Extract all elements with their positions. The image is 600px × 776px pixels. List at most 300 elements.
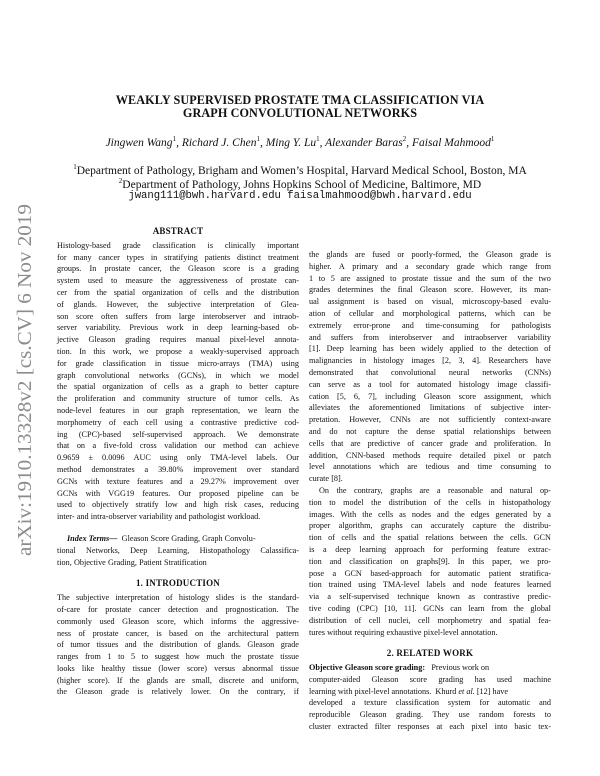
word: (TMA) bbox=[248, 358, 273, 368]
word: its bbox=[519, 285, 527, 295]
word: [5, bbox=[337, 391, 346, 401]
word: Calassifica- bbox=[260, 545, 299, 555]
word: we bbox=[138, 346, 149, 356]
word: tissues bbox=[96, 640, 119, 650]
body-text-line bbox=[309, 320, 551, 332]
body-text-line bbox=[309, 273, 551, 285]
word: computer-aided bbox=[309, 674, 361, 684]
word: on bbox=[195, 628, 204, 638]
word: weakly-supervised bbox=[200, 346, 262, 356]
word: micro-arrays bbox=[197, 358, 240, 368]
word: the bbox=[522, 273, 533, 283]
body-text-line bbox=[309, 556, 551, 568]
affiliation-text: Department of Pathology, Johns Hopkins School of Medicine, Baltimore, MD bbox=[122, 178, 482, 191]
word: cancer bbox=[138, 604, 161, 614]
word: and bbox=[123, 394, 135, 404]
word: Gleason bbox=[359, 710, 387, 720]
body-text-line bbox=[57, 405, 299, 417]
word: detailed bbox=[459, 450, 486, 460]
word: low bbox=[165, 500, 178, 510]
body-text-line bbox=[309, 461, 551, 473]
word: prostate bbox=[250, 276, 277, 286]
word: is bbox=[207, 240, 214, 250]
word: accurately bbox=[430, 521, 465, 531]
word: are bbox=[419, 415, 430, 425]
word: much bbox=[206, 652, 225, 662]
word: for bbox=[57, 252, 67, 262]
word: detection bbox=[168, 604, 199, 614]
word: aggressive- bbox=[261, 616, 299, 626]
word: grading bbox=[125, 335, 151, 345]
affiliation-marker: 2 bbox=[118, 177, 123, 185]
body-text-line bbox=[57, 675, 299, 687]
word: tion bbox=[309, 497, 322, 507]
word: ranges bbox=[57, 652, 79, 662]
arxiv-identifier-stamp bbox=[4, 200, 44, 560]
body-text-line bbox=[57, 452, 299, 464]
body-text-line bbox=[309, 261, 551, 273]
word: Gleason bbox=[188, 264, 215, 274]
word: types bbox=[126, 252, 145, 262]
word: for bbox=[433, 544, 443, 554]
word: and bbox=[539, 698, 551, 708]
word: manual bbox=[195, 335, 220, 345]
body-text-line bbox=[309, 627, 551, 639]
word: uniform, bbox=[270, 675, 299, 685]
word: variability bbox=[138, 512, 173, 522]
word: or bbox=[518, 450, 526, 460]
body-text-line bbox=[57, 511, 299, 523]
word: is bbox=[373, 297, 379, 307]
word: (CNNs) bbox=[525, 367, 551, 377]
word: TMA-level bbox=[210, 453, 248, 463]
word: improvement bbox=[193, 464, 237, 474]
body-text-line bbox=[57, 616, 299, 628]
word: model bbox=[343, 497, 364, 507]
word: approach bbox=[268, 346, 299, 356]
word: patient bbox=[488, 568, 512, 578]
word: filter bbox=[374, 722, 391, 732]
word: sum bbox=[491, 273, 505, 283]
index-terms-line bbox=[57, 533, 299, 545]
body-text-line bbox=[309, 591, 551, 603]
word: in bbox=[359, 356, 367, 366]
word: 0.0096 bbox=[102, 453, 125, 463]
word: node bbox=[471, 580, 488, 590]
word: pathologist bbox=[188, 512, 226, 522]
word: as bbox=[353, 379, 361, 389]
left-column bbox=[57, 226, 299, 698]
word: including bbox=[384, 391, 416, 401]
word: require bbox=[428, 450, 452, 460]
word: nodes bbox=[411, 509, 432, 519]
word: the bbox=[448, 497, 459, 507]
word: evalu- bbox=[530, 297, 551, 307]
word: cation bbox=[309, 391, 330, 401]
word: standard- bbox=[268, 593, 299, 603]
word: Gleason bbox=[88, 335, 116, 345]
word: as bbox=[185, 382, 193, 392]
word: cells bbox=[465, 497, 481, 507]
word: the bbox=[244, 616, 255, 626]
word: use bbox=[458, 710, 470, 720]
author-affiliation-marker: 1 bbox=[490, 135, 495, 143]
subsection-lead-text: Previous work on bbox=[427, 663, 490, 673]
body-text-line bbox=[309, 473, 551, 485]
word: stratify bbox=[135, 500, 159, 510]
word: cancer bbox=[421, 438, 443, 448]
body-text-line bbox=[57, 322, 299, 334]
body-text-line bbox=[57, 311, 299, 323]
body-text-line bbox=[309, 402, 551, 414]
author-name: Faisal Mahmood bbox=[412, 136, 491, 149]
word: and bbox=[251, 675, 264, 685]
word: features bbox=[494, 580, 520, 590]
word: (CPC) bbox=[356, 603, 378, 613]
word: Researchers bbox=[488, 356, 528, 366]
word: organization bbox=[102, 382, 144, 392]
author-separator: , bbox=[176, 136, 182, 149]
word: Gleason bbox=[122, 616, 150, 626]
word: the bbox=[57, 382, 68, 392]
word: machine bbox=[523, 674, 551, 684]
word: performing bbox=[451, 544, 489, 554]
word: (higher bbox=[57, 675, 81, 685]
word: VGG19 bbox=[108, 488, 135, 498]
word: self-supervised bbox=[132, 429, 183, 439]
word: achieve bbox=[273, 441, 299, 451]
word: Glea- bbox=[280, 299, 299, 309]
word: Histopathology bbox=[199, 545, 251, 555]
word: classification bbox=[102, 358, 146, 368]
word: dense bbox=[416, 426, 435, 436]
word: from bbox=[363, 332, 379, 342]
word: distribution bbox=[261, 287, 299, 297]
word: GCNs bbox=[57, 488, 78, 498]
word: ob- bbox=[287, 323, 299, 333]
word: distribution bbox=[388, 497, 427, 507]
word: subjective bbox=[490, 403, 524, 413]
word: higher. bbox=[309, 261, 332, 271]
word: relatively bbox=[151, 687, 183, 697]
word: requires bbox=[159, 335, 187, 345]
word: measure bbox=[125, 276, 153, 286]
word: Our bbox=[178, 488, 192, 498]
word: score). bbox=[87, 675, 110, 685]
word: of bbox=[57, 640, 64, 650]
body-text-line bbox=[309, 674, 551, 686]
word: applied bbox=[449, 344, 474, 354]
word: small, bbox=[192, 675, 212, 685]
subsection-title: Objective Gleason score grading: bbox=[309, 663, 426, 673]
word: of bbox=[150, 382, 157, 392]
word: cells bbox=[309, 438, 325, 448]
word: from bbox=[155, 311, 172, 321]
word: graph bbox=[57, 370, 76, 380]
word: used bbox=[496, 674, 512, 684]
word: the bbox=[252, 593, 263, 603]
word: the bbox=[288, 405, 299, 415]
word: with bbox=[84, 476, 100, 486]
word: [1]. bbox=[309, 344, 321, 354]
word: objectively bbox=[92, 500, 129, 510]
word: Gleason bbox=[75, 687, 103, 697]
word: pixel-level bbox=[423, 627, 459, 637]
body-text-line bbox=[57, 429, 299, 441]
word: have bbox=[535, 356, 551, 366]
word: They bbox=[432, 710, 450, 720]
word: the bbox=[143, 640, 154, 650]
word: widely bbox=[421, 344, 444, 354]
word: In bbox=[89, 264, 97, 274]
word: Deep bbox=[130, 545, 148, 555]
word: responses bbox=[397, 722, 430, 732]
word: architectural bbox=[227, 628, 269, 638]
body-text-line bbox=[57, 651, 299, 663]
word: score bbox=[458, 391, 477, 401]
word: to bbox=[111, 276, 118, 286]
word: score bbox=[409, 674, 427, 684]
word: automatic bbox=[497, 698, 531, 708]
word: On bbox=[219, 687, 230, 697]
word: and bbox=[385, 261, 398, 271]
word: for bbox=[479, 698, 490, 708]
word: versus bbox=[214, 663, 236, 673]
word: graphs bbox=[390, 485, 413, 495]
word: subjective bbox=[167, 299, 201, 309]
word: Stratification bbox=[164, 557, 207, 567]
word: a bbox=[436, 485, 441, 495]
word: Learning, bbox=[157, 545, 190, 555]
word: neural bbox=[448, 367, 470, 377]
word: graph bbox=[210, 382, 229, 392]
word: graphs[9]. bbox=[416, 556, 450, 566]
word: in bbox=[150, 252, 158, 262]
word: and bbox=[309, 426, 321, 436]
word: TMA-level bbox=[382, 580, 420, 590]
word: image bbox=[497, 379, 518, 389]
word: and bbox=[184, 500, 197, 510]
word: We bbox=[236, 429, 248, 439]
word: in bbox=[192, 323, 199, 333]
word: sufficiently bbox=[458, 415, 496, 425]
word: However, bbox=[106, 299, 139, 309]
word: and bbox=[436, 509, 449, 519]
word: to bbox=[318, 273, 326, 283]
word: proper bbox=[309, 521, 331, 531]
word: contrary, bbox=[353, 485, 383, 495]
word: 3, bbox=[458, 356, 465, 366]
index-terms-text: Gleason Score Grading, Graph Convolu- bbox=[119, 533, 256, 543]
word: grade bbox=[520, 250, 539, 259]
word: a bbox=[189, 417, 194, 427]
word: images. bbox=[309, 509, 335, 519]
body-text-line bbox=[57, 476, 299, 488]
affiliation-marker: 1 bbox=[73, 163, 77, 171]
word: a bbox=[332, 568, 337, 578]
word: to bbox=[479, 344, 486, 354]
word: fea- bbox=[538, 615, 551, 625]
word: better bbox=[249, 382, 268, 392]
word: Our bbox=[286, 453, 299, 463]
word: annotation. bbox=[460, 627, 498, 637]
body-text-line bbox=[309, 697, 551, 709]
word: 1 bbox=[107, 652, 112, 662]
word: intra-observer bbox=[90, 512, 137, 522]
word: Patient bbox=[139, 557, 162, 567]
word: and bbox=[124, 640, 137, 650]
body-text-line bbox=[57, 417, 299, 429]
word: how bbox=[185, 652, 200, 662]
word: structure bbox=[187, 394, 217, 404]
word: and bbox=[253, 311, 266, 321]
word: system bbox=[447, 698, 471, 708]
body-text-line bbox=[309, 568, 551, 580]
word: Gleason bbox=[423, 391, 451, 401]
word: the bbox=[371, 497, 382, 507]
body-text-line bbox=[309, 544, 551, 556]
word: tumor bbox=[238, 394, 258, 404]
word: tex- bbox=[538, 722, 551, 732]
arxiv-identifier-text: arXiv:1910.13328v2 [cs.CV] 6 Nov 2019 bbox=[14, 214, 36, 556]
word: healthy bbox=[101, 663, 126, 673]
word: developed bbox=[309, 698, 343, 708]
word: not bbox=[346, 426, 357, 436]
body-text-line bbox=[309, 686, 551, 698]
word: extracted bbox=[337, 722, 368, 732]
word: GCNs bbox=[423, 603, 444, 613]
word: a bbox=[351, 698, 356, 708]
word: a bbox=[262, 264, 266, 274]
word: demonstrated bbox=[309, 367, 354, 377]
author-affiliation-marker: 1 bbox=[316, 135, 320, 143]
word: classifi- bbox=[525, 379, 551, 389]
word: high bbox=[203, 500, 218, 510]
word: which bbox=[230, 370, 251, 380]
word: which bbox=[482, 261, 503, 271]
word: proliferation. bbox=[493, 438, 537, 448]
word: cell bbox=[368, 615, 381, 625]
word: ation bbox=[309, 308, 326, 318]
paper-title-line-2: GRAPH CONVOLUTIONAL NETWORKS bbox=[182, 106, 418, 120]
word: prostate bbox=[105, 604, 132, 614]
word: malignancies bbox=[309, 356, 353, 366]
word: predictive bbox=[367, 438, 401, 448]
word: cells bbox=[163, 382, 179, 392]
word: poorly-formed, bbox=[411, 250, 462, 259]
body-text-line bbox=[309, 284, 551, 296]
word: can bbox=[271, 488, 284, 498]
word: grade bbox=[110, 687, 130, 697]
body-text-line bbox=[309, 721, 551, 733]
word: random bbox=[478, 710, 504, 720]
word: contrastive bbox=[483, 592, 520, 602]
word: With bbox=[340, 509, 357, 519]
word: variability bbox=[517, 332, 551, 342]
word: on bbox=[76, 441, 85, 451]
body-text-line bbox=[309, 615, 551, 627]
word: using bbox=[164, 417, 183, 427]
word: Gleason bbox=[419, 285, 447, 295]
word: score) bbox=[186, 663, 207, 673]
word: cell bbox=[145, 417, 158, 427]
word: can bbox=[450, 603, 462, 613]
word: relationships bbox=[473, 426, 516, 436]
word: our bbox=[146, 405, 158, 415]
word: addition, bbox=[309, 450, 338, 460]
word: to bbox=[141, 652, 149, 662]
word: and bbox=[205, 604, 218, 614]
paragraph-gap bbox=[57, 568, 299, 578]
word: op- bbox=[539, 485, 551, 495]
word: edges bbox=[470, 509, 490, 519]
word: and bbox=[489, 615, 502, 625]
word: alleviates bbox=[309, 403, 340, 413]
word: algorithm, bbox=[338, 521, 373, 531]
word: the bbox=[238, 687, 249, 697]
word: do bbox=[329, 426, 338, 436]
word: stratifica- bbox=[519, 568, 551, 578]
word: 0.9659 bbox=[57, 453, 80, 463]
word: over bbox=[284, 476, 299, 486]
word: model bbox=[278, 370, 299, 380]
word: ual bbox=[309, 297, 320, 307]
word: convolutional bbox=[84, 370, 130, 380]
word: has bbox=[474, 674, 486, 684]
word: clinically bbox=[224, 240, 256, 250]
word: of bbox=[57, 299, 64, 309]
word: community bbox=[142, 394, 180, 404]
word: are bbox=[175, 675, 186, 685]
word: cross bbox=[139, 441, 157, 451]
word: method bbox=[57, 464, 82, 474]
body-text-line bbox=[309, 367, 551, 379]
word: inter- bbox=[533, 403, 551, 413]
word: pixel-level bbox=[229, 335, 265, 345]
word: proliferation bbox=[74, 394, 116, 404]
word: of bbox=[333, 308, 341, 318]
author-separator: , bbox=[319, 136, 326, 149]
word: texture bbox=[364, 698, 387, 708]
body-text-line bbox=[57, 275, 299, 287]
word: inter- bbox=[57, 512, 75, 522]
word: of bbox=[78, 628, 86, 638]
word: the bbox=[349, 403, 360, 413]
word: visual, bbox=[431, 297, 454, 307]
word: on bbox=[414, 297, 424, 307]
author-name: Alexander Baras bbox=[325, 136, 403, 149]
word: contrastive bbox=[200, 417, 237, 427]
word: the bbox=[129, 675, 140, 685]
word: glands bbox=[326, 250, 348, 259]
word: and bbox=[402, 320, 414, 330]
word: demonstrate bbox=[258, 429, 299, 439]
word: (GCNs), bbox=[178, 370, 207, 380]
word: capture bbox=[274, 382, 299, 392]
body-text-line bbox=[57, 686, 299, 698]
word: used bbox=[57, 500, 73, 510]
word: as bbox=[399, 509, 406, 519]
body-text-line bbox=[57, 370, 299, 382]
word: basic bbox=[514, 722, 532, 732]
word: suggest bbox=[154, 652, 180, 662]
word: are bbox=[350, 438, 361, 448]
word: the bbox=[244, 287, 255, 297]
word: prostate bbox=[92, 628, 119, 638]
word: networks bbox=[482, 367, 513, 377]
word: work bbox=[166, 323, 184, 333]
word: and bbox=[442, 332, 455, 342]
